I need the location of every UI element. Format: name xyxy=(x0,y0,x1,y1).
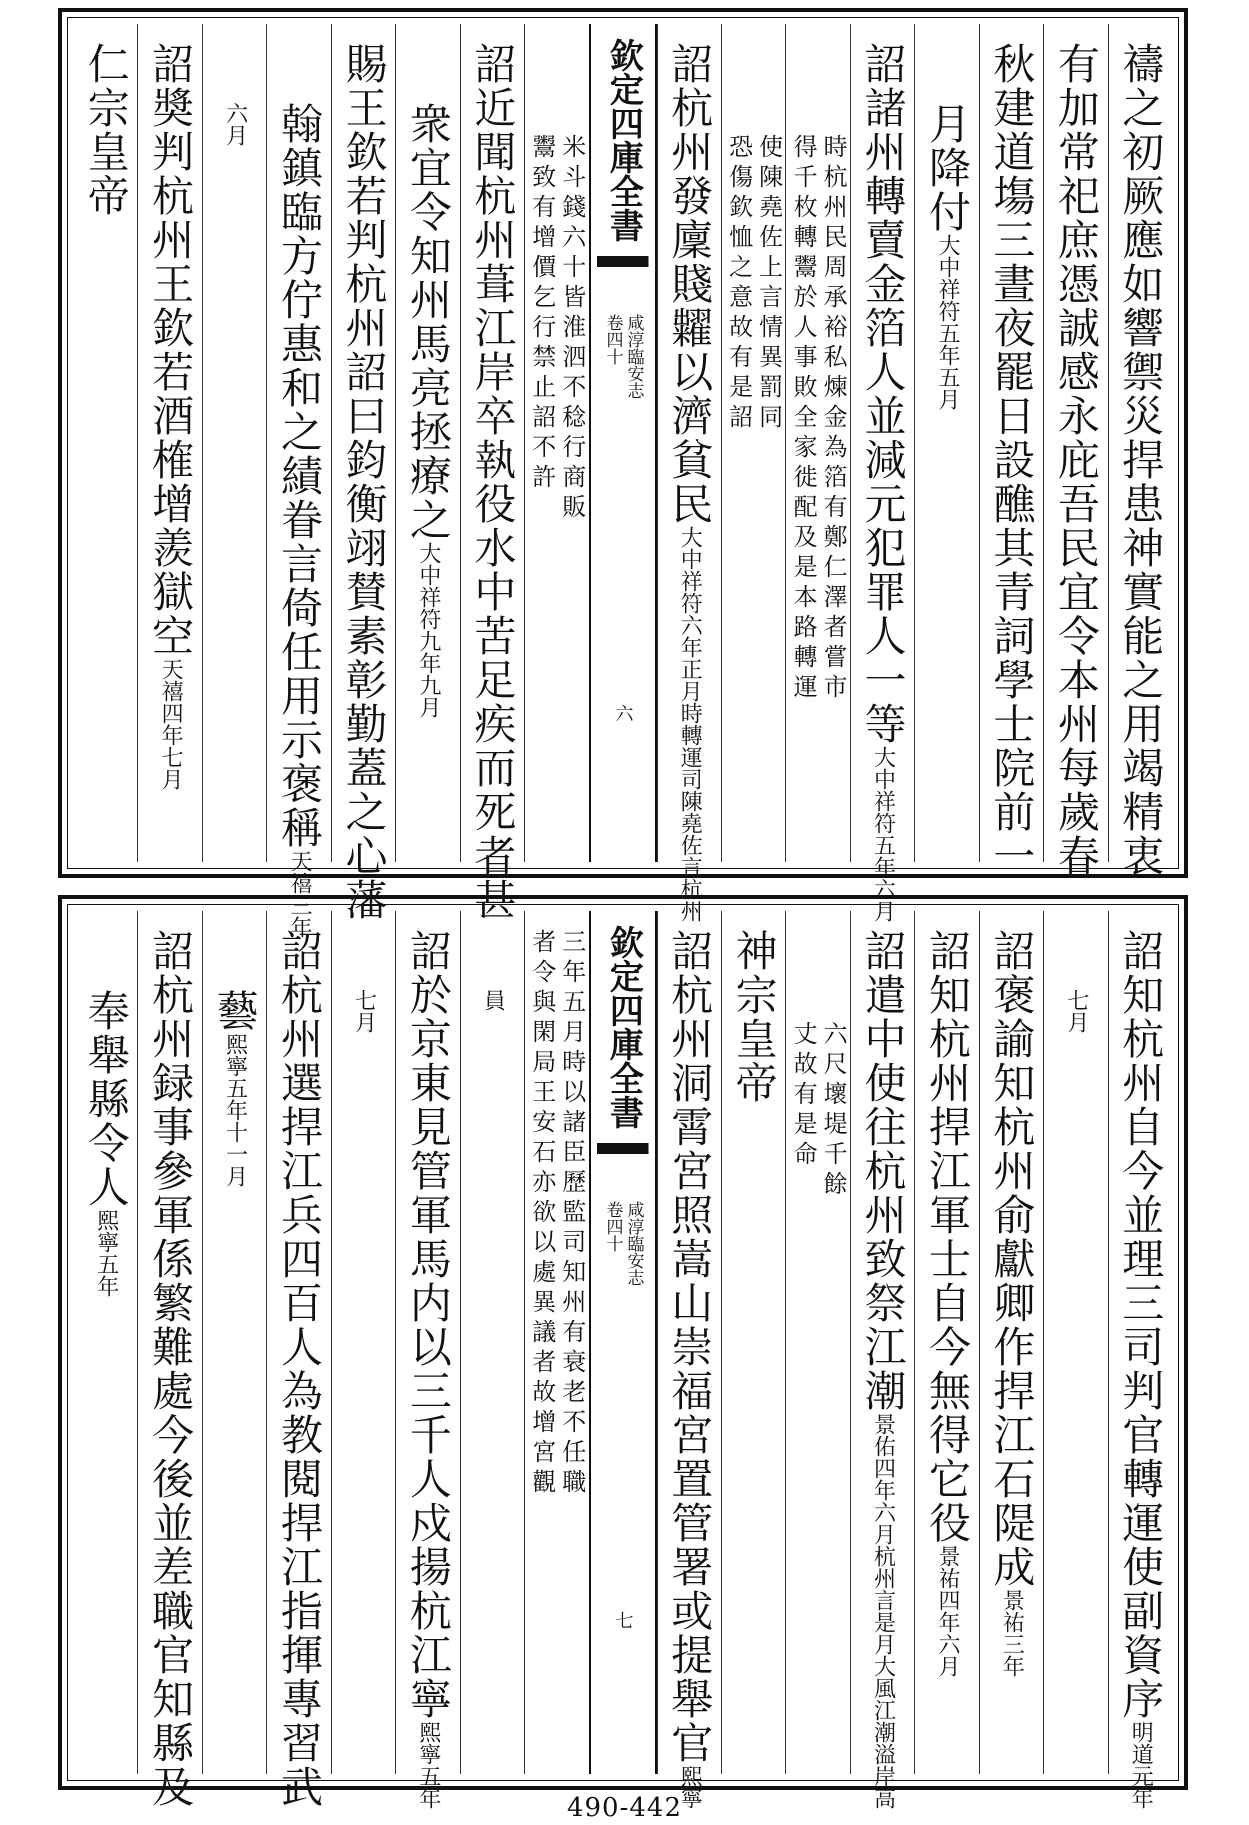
annotation-note: 景祐四年六月 xyxy=(934,1545,960,1677)
commentary-line: 三年五月時以諸臣歷監司知州有衰老不任職 xyxy=(557,929,586,1499)
text-column xyxy=(460,911,524,1774)
commentary-column xyxy=(524,24,588,862)
column-text xyxy=(858,929,908,1809)
commentary-column xyxy=(721,24,785,862)
dual-commentary xyxy=(527,134,586,524)
column-text: 詔杭州選捍江兵四百人為教閱捍江指揮專習武 xyxy=(275,929,325,1809)
page-number: 490-442 xyxy=(566,1793,683,1823)
emperor-heading: 仁宗皇帝 xyxy=(81,42,131,218)
commentary-line: 丈故有是命 xyxy=(789,1021,818,1171)
fish-tail-mark xyxy=(597,1143,649,1171)
column-text: 賜王欽若判杭州詔曰鈞衡翊賛素彰勤蓋之心藩 xyxy=(339,42,389,922)
heading-column xyxy=(74,24,137,862)
main-text: 衆宜令知州馬亮拯療之 xyxy=(403,102,453,542)
book-title: 咸淳臨安志 xyxy=(623,314,644,399)
column-text xyxy=(146,42,196,790)
fish-tail-mark xyxy=(597,256,649,284)
dual-commentary xyxy=(724,134,783,434)
column-text xyxy=(275,102,325,938)
main-text: 詔知杭州捍江軍士自今無得它役 xyxy=(922,929,972,1545)
text-column xyxy=(74,911,137,1774)
text-column xyxy=(331,911,395,1774)
column-text xyxy=(403,929,453,1809)
dual-commentary xyxy=(527,929,586,1499)
annotation-note: 六月 xyxy=(222,102,248,146)
annotation-note: 熙寧五年 xyxy=(93,1209,119,1297)
annotation-note: 景祐三年 xyxy=(999,1589,1025,1677)
annotation-note: 景佑四年六月杭州言是月大風江潮溢岸高 xyxy=(870,1413,896,1809)
dual-commentary xyxy=(789,1021,848,1201)
heading-column xyxy=(721,911,785,1774)
commentary-column xyxy=(524,911,588,1774)
column-text: 詔近聞杭州葺江岸卒執役水中苦足疾而死者甚 xyxy=(468,42,518,922)
commentary-line: 米斗錢六十皆淮泗不稔行商販 xyxy=(557,134,586,524)
text-column xyxy=(395,911,459,1809)
commentary-column xyxy=(785,911,849,1774)
column-text xyxy=(471,989,513,1011)
column-text xyxy=(81,989,131,1297)
main-text: 詔杭州洞霄宮照嵩山崇福宮置管署或提舉官 xyxy=(665,929,715,1765)
text-column xyxy=(657,911,721,1809)
center-fold xyxy=(589,24,657,862)
text-column xyxy=(460,24,524,922)
text-column xyxy=(137,911,201,1809)
text-column xyxy=(850,24,914,922)
column-text xyxy=(342,989,384,1033)
annotation-note: 七月 xyxy=(351,989,377,1033)
text-column xyxy=(202,911,266,1774)
leaf-number: 六 xyxy=(612,704,634,722)
text-column xyxy=(137,24,201,862)
main-text: 詔諸州轉賣金箔人並減元犯罪人一等 xyxy=(858,42,908,746)
text-column xyxy=(395,24,459,862)
fold-subtitle xyxy=(604,314,642,399)
main-text: 月降付 xyxy=(922,102,972,234)
main-text: 詔遣中使往杭州致祭江潮 xyxy=(858,929,908,1413)
commentary-line: 者令與閑局王安石亦欲以處異議者故增宮觀 xyxy=(527,929,556,1499)
main-text: 詔杭州發廩賤糶以濟貧民 xyxy=(665,42,715,526)
text-column xyxy=(202,24,266,862)
commentary-line: 恐傷欽恤之意故有是詔 xyxy=(724,134,753,434)
main-text: 詔奬判杭州王欽若酒榷增羨獄空 xyxy=(146,42,196,658)
commentary-line: 使陳堯佐上言情異罰同 xyxy=(754,134,783,434)
text-column xyxy=(914,24,978,862)
commentary-line: 時杭州民周承裕私煉金為箔有鄭仁澤者嘗市 xyxy=(819,134,848,704)
column-text xyxy=(1116,929,1166,1809)
text-column xyxy=(1108,24,1172,878)
column-text xyxy=(922,102,972,410)
main-text: 詔褒諭知杭州俞獻卿作捍江石隄成 xyxy=(987,929,1037,1589)
annotation-note: 天禧四年七月 xyxy=(158,658,184,790)
text-column xyxy=(331,24,395,922)
column-text: 秋建道塲三晝夜罷日設醮其青詞學士院前一 xyxy=(987,42,1037,878)
dual-commentary xyxy=(789,134,848,704)
commentary-line: 六尺壞堤千餘 xyxy=(819,1021,848,1201)
fold-title: 欽定四庫全書 xyxy=(603,38,644,242)
annotation-note: 大中祥符五年六月 xyxy=(870,746,896,922)
column-text xyxy=(214,102,256,146)
top-page-frame xyxy=(58,8,1188,938)
text-column xyxy=(979,911,1043,1774)
text-column xyxy=(850,911,914,1809)
text-column xyxy=(266,24,330,938)
column-text xyxy=(403,102,453,718)
text-column xyxy=(1043,911,1107,1774)
volume-number: 卷四十 xyxy=(602,314,623,365)
fold-title: 欽定四庫全書 xyxy=(603,925,644,1129)
commentary-line: 鬻致有增價乞行禁止詔不許 xyxy=(527,134,556,494)
annotation-note: 天禧三年 xyxy=(287,850,313,938)
main-text: 翰鎮臨方佇惠和之績眷言倚任用示褒稱 xyxy=(275,102,325,850)
main-text: 奉舉縣令人 xyxy=(81,989,131,1209)
column-text xyxy=(665,42,715,922)
column-text xyxy=(987,929,1037,1677)
text-column xyxy=(914,911,978,1774)
volume-number: 卷四十 xyxy=(602,1201,623,1252)
annotation-note: 熙寧五年 xyxy=(415,1721,441,1809)
annotation-note: 員 xyxy=(480,989,506,1011)
annotation-note: 熙寧五年十一月 xyxy=(222,1033,248,1187)
column-text: 詔杭州録事參軍係繁難處今後並差職官知縣及 xyxy=(146,929,196,1809)
text-column xyxy=(979,24,1043,878)
main-text: 藝 xyxy=(210,989,260,1033)
annotation-note: 七月 xyxy=(1063,989,1089,1033)
fold-subtitle xyxy=(604,1201,642,1286)
leaf-number: 七 xyxy=(612,1611,634,1629)
top-columns xyxy=(74,24,1172,938)
text-column xyxy=(266,911,330,1809)
annotation-note: 熙寧 xyxy=(677,1765,703,1809)
emperor-heading: 神宗皇帝 xyxy=(729,929,779,1105)
annotation-note: 大中祥符九年九月 xyxy=(415,542,441,718)
annotation-note: 大中祥符六年正月時轉運司陳堯佐言杭州 xyxy=(677,526,703,922)
annotation-note: 大中祥符五年五月 xyxy=(934,234,960,410)
annotation-note: 明道元年 xyxy=(1128,1721,1154,1809)
column-text xyxy=(665,929,715,1809)
column-text xyxy=(922,929,972,1677)
column-text xyxy=(1055,989,1097,1033)
column-text xyxy=(858,42,908,922)
book-title: 咸淳臨安志 xyxy=(623,1201,644,1286)
commentary-line: 得千枚轉鬻於人事敗全家徙配及是本路轉運 xyxy=(789,134,818,704)
text-column xyxy=(1108,911,1172,1809)
main-text: 詔於京東見管軍馬内以三千人戍揚杭江寧 xyxy=(403,929,453,1721)
commentary-column xyxy=(785,24,849,862)
column-text: 有加常祀庶憑誠感永庇吾民宜令本州每歲春 xyxy=(1051,42,1101,878)
main-text: 詔知杭州自今並理三司判官轉運使副資序 xyxy=(1116,929,1166,1721)
center-fold xyxy=(589,911,657,1774)
text-column xyxy=(657,24,721,922)
column-text xyxy=(210,989,260,1187)
column-text: 禱之初厥應如響禦災捍患神實能之用竭精衷 xyxy=(1116,42,1166,878)
text-column xyxy=(1043,24,1107,878)
